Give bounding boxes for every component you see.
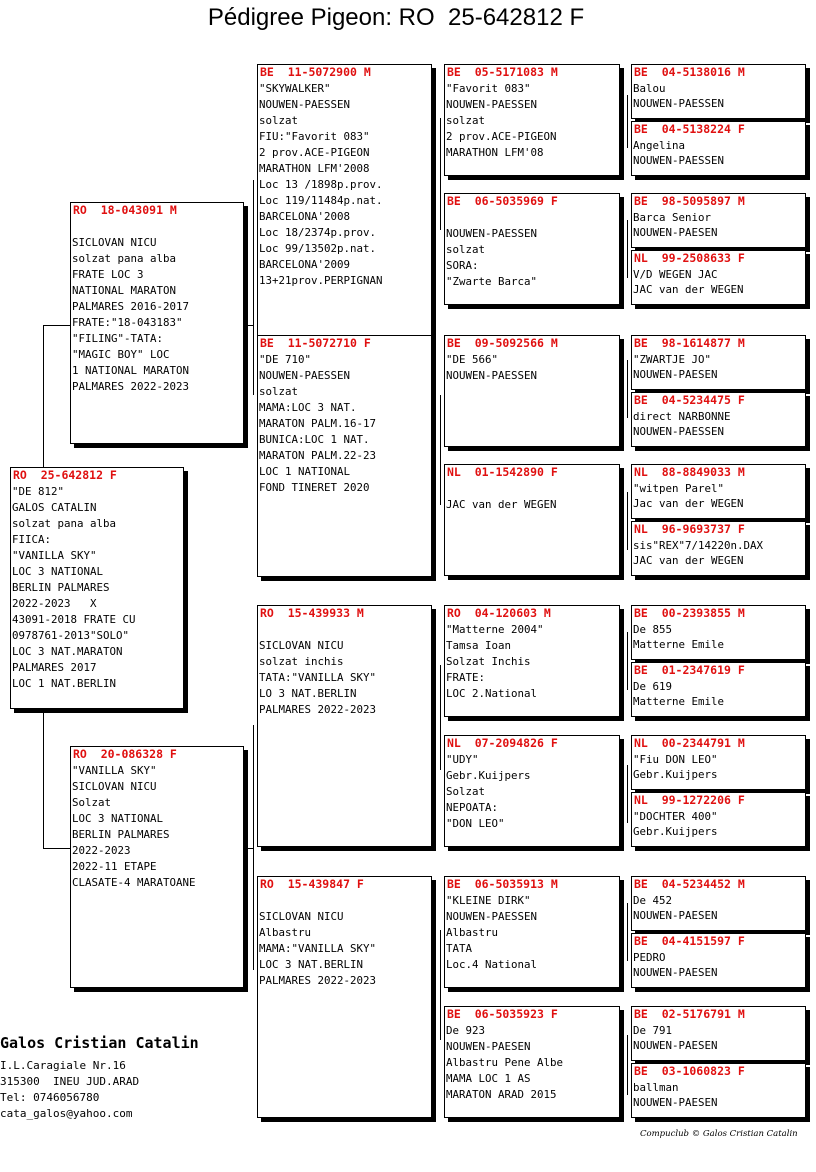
ring-number: NL 99-1272206 F — [634, 793, 745, 807]
detail-line: 2022-2023 X — [12, 597, 97, 610]
pigeon-card-great-great-grandparent — [631, 335, 806, 390]
detail-line: LOC 1 NATIONAL — [259, 465, 351, 478]
detail-line: 1 NATIONAL MARATON — [72, 364, 190, 377]
pigeon-details — [632, 267, 805, 297]
detail-line — [72, 219, 243, 235]
pigeon-details — [258, 81, 431, 289]
detail-line: 2 prov.ACE-PIGEON — [446, 130, 557, 143]
detail-line: SORA: — [446, 259, 479, 272]
ring-number: BE 02-5176791 M — [634, 1007, 745, 1021]
detail-line: 0978761-2013"SOLO" — [12, 629, 130, 642]
connector — [627, 220, 628, 278]
pigeon-details — [445, 752, 619, 832]
pigeon-details — [71, 763, 243, 891]
connector — [440, 930, 441, 1040]
detail-line: "MAGIC BOY" LOC — [72, 348, 170, 361]
detail-line: "FILING"-TATA: — [72, 332, 164, 345]
detail-line: LOC 3 NATIONAL — [72, 812, 164, 825]
detail-line: BUNICA:LOC 1 NAT. — [259, 433, 370, 446]
detail-line: PALMARES 2016-2017 — [72, 300, 190, 313]
detail-line — [259, 622, 431, 638]
detail-line: GALOS CATALIN — [12, 501, 97, 514]
detail-line: PALMARES 2022-2023 — [259, 974, 377, 987]
detail-line: LOC 2.National — [446, 687, 538, 700]
detail-line: NOUWEN-PAESEN — [633, 1096, 718, 1109]
footer-credit: Compuclub © Galos Cristian Catalin — [640, 1129, 798, 1139]
detail-line: De 855 — [633, 623, 673, 636]
connector — [627, 1035, 628, 1095]
detail-line: MARATON ARAD 2015 — [446, 1088, 557, 1101]
detail-line: NOUWEN-PAESEN — [446, 1040, 531, 1053]
detail-line: "DOCHTER 400" — [633, 810, 718, 823]
connector — [43, 848, 70, 849]
detail-line: De 452 — [633, 894, 673, 907]
detail-line: Albastru — [446, 926, 499, 939]
detail-line: Albastru — [259, 926, 312, 939]
pigeon-details — [632, 622, 805, 652]
ring-number: BE 98-5095897 M — [634, 194, 745, 208]
detail-line: PALMARES 2017 — [12, 661, 97, 674]
connector — [253, 725, 254, 970]
detail-line: direct NARBONNE — [633, 410, 731, 423]
pigeon-details — [445, 210, 619, 290]
detail-line: 2022-11 ETAPE — [72, 860, 157, 873]
pigeon-details — [445, 352, 619, 384]
pigeon-card-subject — [10, 467, 184, 709]
pigeon-card-sire — [70, 202, 244, 444]
detail-line: Loc 119/11484p.nat. — [259, 194, 383, 207]
pigeon-card-great-grandparent — [444, 464, 620, 576]
pigeon-card-great-great-grandparent — [631, 392, 806, 447]
detail-line: SICLOVAN NICU — [72, 236, 157, 249]
pigeon-card-great-great-grandparent — [631, 521, 806, 576]
ring-number: BE 05-5171083 M — [447, 65, 558, 79]
detail-line: PALMARES 2022-2023 — [259, 703, 377, 716]
connector — [253, 180, 254, 395]
pigeon-details — [258, 893, 431, 989]
connector — [43, 325, 70, 326]
detail-line: MARATON PALM.22-23 — [259, 449, 377, 462]
detail-line: FIICA: — [12, 533, 52, 546]
detail-line: FIU:"Favorit 083" — [259, 130, 370, 143]
detail-line: JAC van der WEGEN — [633, 554, 744, 567]
detail-line: NOUWEN-PAESSEN — [446, 369, 538, 382]
detail-line: "Zwarte Barca" — [446, 275, 538, 288]
pigeon-card-great-grandparent — [444, 605, 620, 717]
detail-line: BERLIN PALMARES — [72, 828, 170, 841]
detail-line: JAC van der WEGEN — [446, 498, 557, 511]
detail-line: LOC 3 NAT.BERLIN — [259, 958, 364, 971]
detail-line: solzat pana alba — [72, 252, 177, 265]
detail-line: sis"REX"7/14220n.DAX — [633, 539, 764, 552]
detail-line: "DE 710" — [259, 353, 312, 366]
detail-line: NOUWEN-PAESEN — [633, 966, 718, 979]
detail-line: solzat — [259, 114, 299, 127]
detail-line: NOUWEN-PAESSEN — [446, 227, 538, 240]
detail-line: Matterne Emile — [633, 638, 725, 651]
connector — [43, 708, 44, 848]
ring-number: BE 04-5234452 M — [634, 877, 745, 891]
owner-phone: Tel: 0746056780 — [0, 1091, 100, 1104]
detail-line: NOUWEN-PAESSEN — [633, 425, 725, 438]
detail-line: MAMA:"VANILLA SKY" — [259, 942, 377, 955]
pigeon-card-great-great-grandparent — [631, 193, 806, 248]
detail-line: Gebr.Kuijpers — [633, 825, 718, 838]
ring-number: RO 18-043091 M — [73, 203, 177, 217]
ring-number: BE 11-5072900 M — [260, 65, 371, 79]
pigeon-card-great-great-grandparent — [631, 792, 806, 847]
ring-number: BE 09-5092566 M — [447, 336, 558, 350]
detail-line: FRATE: — [446, 671, 486, 684]
ring-number: NL 01-1542890 F — [447, 465, 558, 479]
detail-line: Jac van der WEGEN — [633, 497, 744, 510]
detail-line: 13+21prov.PERPIGNAN — [259, 274, 383, 287]
pigeon-card-great-great-grandparent — [631, 735, 806, 790]
pigeon-details — [632, 893, 805, 923]
ring-number: BE 01-2347619 F — [634, 663, 745, 677]
pigeon-details — [632, 409, 805, 439]
ring-number: NL 00-2344791 M — [634, 736, 745, 750]
pigeon-card-great-great-grandparent — [631, 662, 806, 717]
detail-line: SICLOVAN NICU — [72, 780, 157, 793]
detail-line: Loc 18/2374p.prov. — [259, 226, 377, 239]
detail-line: solzat inchis — [259, 655, 344, 668]
detail-line: BERLIN PALMARES — [12, 581, 110, 594]
pigeon-details — [632, 1023, 805, 1053]
detail-line: "DE 566" — [446, 353, 499, 366]
detail-line: FRATE LOC 3 — [72, 268, 144, 281]
detail-line: NOUWEN-PAESEN — [633, 226, 718, 239]
connector — [440, 665, 441, 770]
pigeon-details — [445, 81, 619, 161]
detail-line: NEPOATA: — [446, 801, 499, 814]
detail-line: NOUWEN-PAESSEN — [259, 369, 351, 382]
detail-line: solzat — [446, 114, 486, 127]
detail-line: PALMARES 2022-2023 — [72, 380, 190, 393]
connector — [440, 395, 441, 505]
ring-number: BE 06-5035923 F — [447, 1007, 558, 1021]
pigeon-details — [11, 484, 183, 692]
detail-line: solzat — [259, 385, 299, 398]
detail-line: De 791 — [633, 1024, 673, 1037]
pigeon-details — [632, 679, 805, 709]
pigeon-details — [632, 809, 805, 839]
detail-line: NATIONAL MARATON — [72, 284, 177, 297]
ring-number: BE 00-2393855 M — [634, 606, 745, 620]
detail-line: PEDRO — [633, 951, 666, 964]
ring-number: BE 11-5072710 F — [260, 336, 371, 350]
pigeon-card-great-grandparent — [444, 193, 620, 305]
pigeon-details — [258, 622, 431, 718]
pigeon-card-great-great-grandparent — [631, 250, 806, 305]
detail-line: "DON LEO" — [446, 817, 505, 830]
detail-line: Balou — [633, 82, 666, 95]
ring-number: RO 20-086328 F — [73, 747, 177, 761]
detail-line: MAMA:LOC 3 NAT. — [259, 401, 357, 414]
ring-number: RO 04-120603 M — [447, 606, 551, 620]
detail-line: MARATON PALM.16-17 — [259, 417, 377, 430]
pigeon-card-great-great-grandparent — [631, 64, 806, 119]
detail-line: LOC 3 NAT.MARATON — [12, 645, 123, 658]
pigeon-details — [445, 893, 619, 973]
owner-address-line: 315300 INEU JUD.ARAD — [0, 1075, 140, 1088]
detail-line: ballman — [633, 1081, 679, 1094]
pigeon-card-great-grandparent — [444, 64, 620, 176]
detail-line: Barca Senior — [633, 211, 712, 224]
pigeon-card-great-grandparent — [444, 335, 620, 447]
pigeon-card-grandparent — [257, 605, 432, 847]
detail-line: "SKYWALKER" — [259, 82, 331, 95]
pigeon-details — [632, 138, 805, 168]
ring-number: BE 03-1060823 F — [634, 1064, 745, 1078]
detail-line: Solzat Inchis — [446, 655, 531, 668]
pigeon-card-great-great-grandparent — [631, 1063, 806, 1118]
ring-number: RO 15-439933 M — [260, 606, 364, 620]
detail-line: LOC 1 NAT.BERLIN — [12, 677, 117, 690]
owner-name: Galos Cristian Catalin — [0, 1034, 199, 1052]
pigeon-details — [632, 1080, 805, 1110]
detail-line: SICLOVAN NICU — [259, 639, 344, 652]
detail-line: BARCELONA'2008 — [259, 210, 351, 223]
detail-line: NOUWEN-PAESSEN — [446, 98, 538, 111]
detail-line: 2022-2023 — [72, 844, 131, 857]
detail-line: De 923 — [446, 1024, 486, 1037]
connector — [440, 118, 441, 230]
connector — [244, 325, 253, 326]
ring-number: NL 88-8849033 M — [634, 465, 745, 479]
detail-line: solzat pana alba — [12, 517, 117, 530]
pigeon-details — [258, 352, 431, 496]
detail-line: V/D WEGEN JAC — [633, 268, 718, 281]
pigeon-card-great-great-grandparent — [631, 1006, 806, 1061]
detail-line: Angelina — [633, 139, 686, 152]
pigeon-details — [71, 219, 243, 395]
pigeon-card-great-great-grandparent — [631, 121, 806, 176]
ring-number: RO 25-642812 F — [13, 468, 117, 482]
detail-line: "Fiu DON LEO" — [633, 753, 718, 766]
detail-line: Solzat — [446, 785, 486, 798]
detail-line: FOND TINERET 2020 — [259, 481, 370, 494]
detail-line: "VANILLA SKY" — [72, 764, 157, 777]
pigeon-card-great-great-grandparent — [631, 933, 806, 988]
ring-number: BE 04-5138224 F — [634, 122, 745, 136]
detail-line: Loc 13 /1898p.prov. — [259, 178, 383, 191]
detail-line: SICLOVAN NICU — [259, 910, 344, 923]
pigeon-card-great-great-grandparent — [631, 876, 806, 931]
pigeon-card-great-grandparent — [444, 876, 620, 988]
detail-line: "witpen Parel" — [633, 482, 725, 495]
pigeon-details — [632, 210, 805, 240]
connector — [627, 903, 628, 961]
detail-line: Loc.4 National — [446, 958, 538, 971]
detail-line: "VANILLA SKY" — [12, 549, 97, 562]
page-title: Pédigree Pigeon: RO 25-642812 F — [207, 4, 585, 31]
pigeon-details — [632, 81, 805, 111]
connector — [627, 765, 628, 823]
detail-line: Gebr.Kuijpers — [633, 768, 718, 781]
detail-line: BARCELONA'2009 — [259, 258, 351, 271]
connector — [244, 848, 253, 849]
detail-line: 2 prov.ACE-PIGEON — [259, 146, 370, 159]
detail-line: NOUWEN-PAESSEN — [446, 910, 538, 923]
detail-line: 43091-2018 FRATE CU — [12, 613, 136, 626]
pigeon-card-great-grandparent — [444, 735, 620, 847]
pigeon-card-grandparent — [257, 335, 432, 577]
connector — [627, 632, 628, 690]
ring-number: NL 07-2094826 F — [447, 736, 558, 750]
detail-line: Albastru Pene Albe — [446, 1056, 564, 1069]
owner-email: cata_galos@yahoo.com — [0, 1107, 133, 1120]
ring-number: BE 04-5234475 F — [634, 393, 745, 407]
detail-line: CLASATE-4 MARATOANE — [72, 876, 196, 889]
detail-line: "KLEINE DIRK" — [446, 894, 531, 907]
detail-line: MARATHON LFM'08 — [446, 146, 544, 159]
detail-line: Matterne Emile — [633, 695, 725, 708]
pigeon-details — [632, 752, 805, 782]
pigeon-card-great-grandparent — [444, 1006, 620, 1118]
ring-number: BE 98-1614877 M — [634, 336, 745, 350]
pigeon-details — [632, 950, 805, 980]
pigeon-details — [445, 481, 619, 513]
detail-line — [446, 210, 619, 226]
detail-line: "DE 812" — [12, 485, 65, 498]
detail-line: JAC van der WEGEN — [633, 283, 744, 296]
pigeon-card-dam — [70, 746, 244, 988]
ring-number: BE 06-5035913 M — [447, 877, 558, 891]
pigeon-details — [445, 1023, 619, 1103]
detail-line: "ZWARTJE JO" — [633, 353, 712, 366]
detail-line: NOUWEN-PAESSEN — [633, 154, 725, 167]
ring-number: NL 99-2508633 F — [634, 251, 745, 265]
detail-line — [259, 893, 431, 909]
ring-number: BE 06-5035969 F — [447, 194, 558, 208]
detail-line: TATA — [446, 942, 473, 955]
pigeon-details — [632, 481, 805, 511]
ring-number: NL 96-9693737 F — [634, 522, 745, 536]
connector — [627, 95, 628, 148]
pigeon-details — [632, 538, 805, 568]
detail-line: "Favorit 083" — [446, 82, 531, 95]
detail-line: solzat — [446, 243, 486, 256]
pigeon-details — [445, 622, 619, 702]
detail-line: TATA:"VANILLA SKY" — [259, 671, 377, 684]
detail-line: MARATHON LFM'2008 — [259, 162, 370, 175]
ring-number: RO 15-439847 F — [260, 877, 364, 891]
detail-line: NOUWEN-PAESEN — [633, 368, 718, 381]
detail-line: NOUWEN-PAESEN — [633, 1039, 718, 1052]
connector — [627, 492, 628, 550]
pigeon-card-great-great-grandparent — [631, 464, 806, 519]
detail-line: "Matterne 2004" — [446, 623, 544, 636]
detail-line: Loc 99/13502p.nat. — [259, 242, 377, 255]
ring-number: BE 04-4151597 F — [634, 934, 745, 948]
pigeon-card-great-great-grandparent — [631, 605, 806, 660]
detail-line: NOUWEN-PAESSEN — [633, 97, 725, 110]
detail-line: LOC 3 NATIONAL — [12, 565, 104, 578]
detail-line — [446, 481, 619, 497]
ring-number: BE 04-5138016 M — [634, 65, 745, 79]
connector — [627, 360, 628, 418]
connector — [43, 325, 44, 468]
detail-line: Tamsa Ioan — [446, 639, 512, 652]
detail-line: FRATE:"18-043183" — [72, 316, 183, 329]
pigeon-details — [632, 352, 805, 382]
detail-line: Solzat — [72, 796, 112, 809]
detail-line: Gebr.Kuijpers — [446, 769, 531, 782]
detail-line: De 619 — [633, 680, 673, 693]
detail-line: NOUWEN-PAESSEN — [259, 98, 351, 111]
detail-line: "UDY" — [446, 753, 479, 766]
owner-address-line: I.L.Caragiale Nr.16 — [0, 1059, 126, 1072]
detail-line: NOUWEN-PAESEN — [633, 909, 718, 922]
detail-line: LO 3 NAT.BERLIN — [259, 687, 357, 700]
detail-line: MAMA LOC 1 AS — [446, 1072, 531, 1085]
pigeon-card-grandparent — [257, 876, 432, 1118]
